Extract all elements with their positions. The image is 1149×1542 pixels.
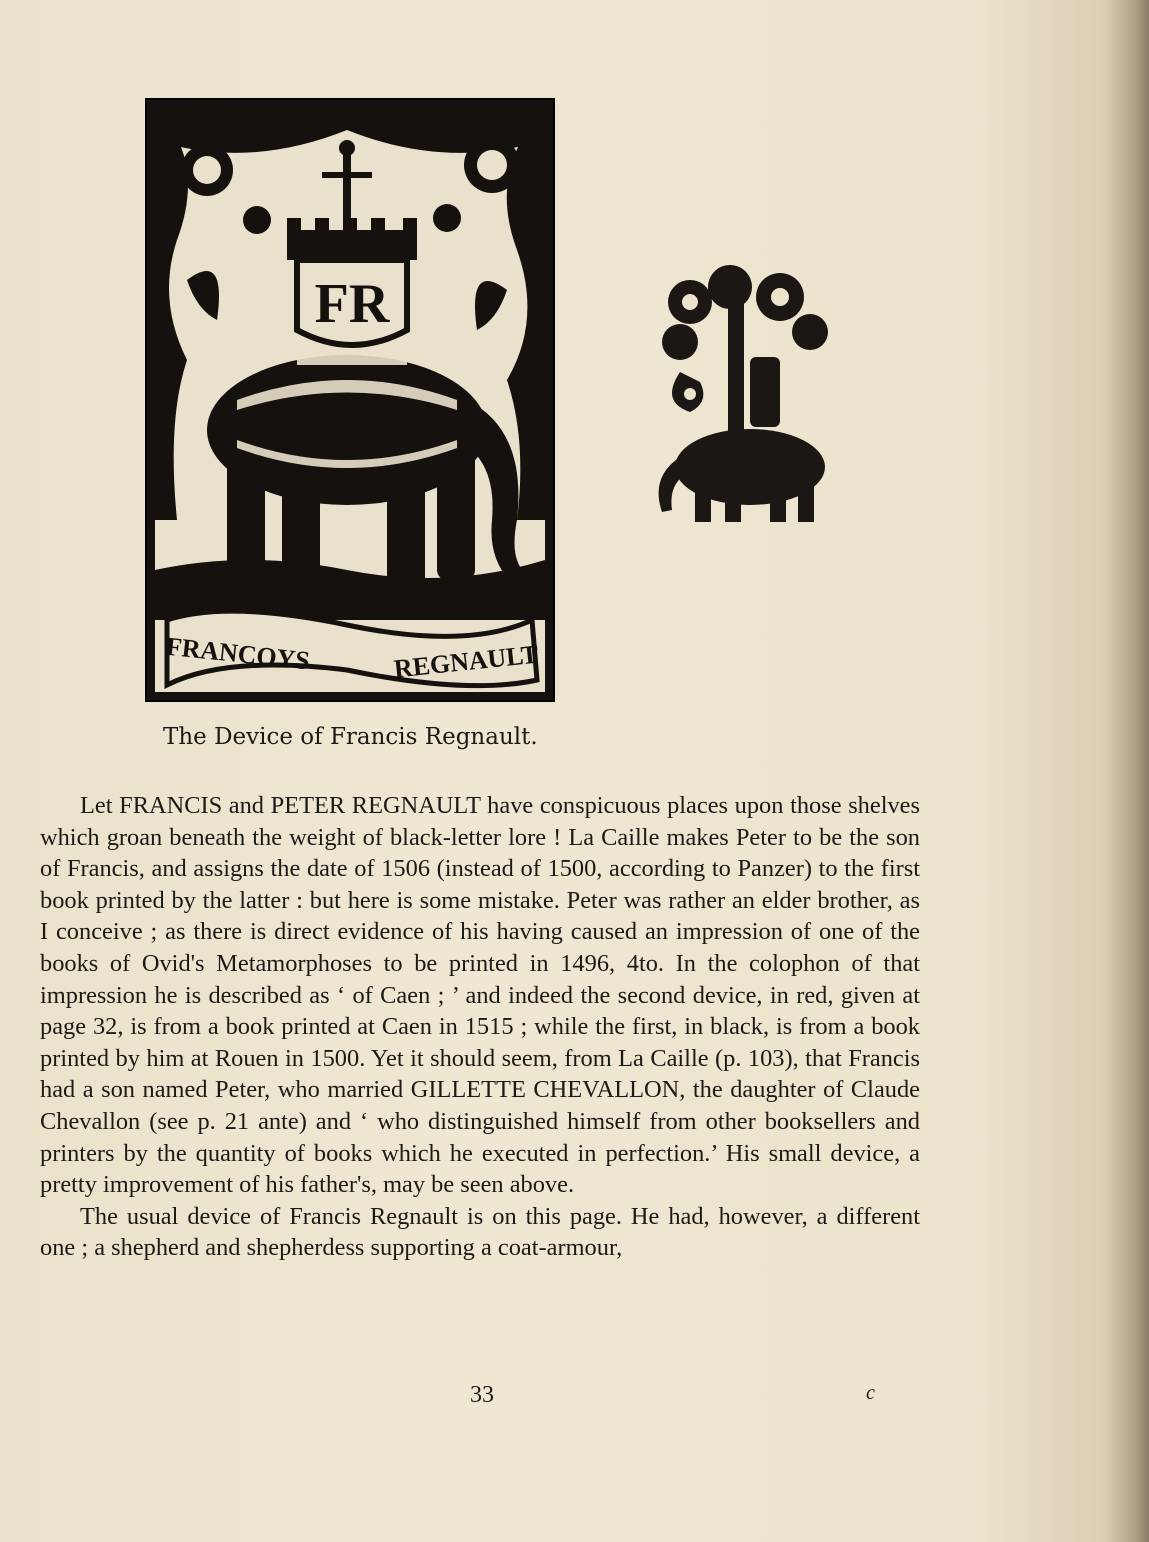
paragraph: The usual device of Francis Regnault is on this page. He had, however, a different one ; a shepherd and shepherdess supporting a coat-armour, <box>40 1202 920 1262</box>
paragraph: Let FRANCIS and PETER REGNAULT have conspicuous places upon those shelves which groan beneath the weight of black-letter lore ! La Caille makes Peter to be the son of Francis, and assigns the date of 1506 (instead of 1500, according to Panzer) to the first book printed by the latter : but here is some mistake. Peter was rather an elder brother, as I conceive ; as there is direct evidence of his having caused an impression of one of the books of Ovid's Metamorphoses to be printed in 1496, 4to. In the colophon of that impression he is described as ‘ of Caen ; ’ and indeed the second device, in red, given at page 32, is from a book printed at Caen in 1515 ; while the first, in black, is from a book printed by him at Rouen in 1500. Yet it should seem, from La Caille (p. 103), that Francis had a son named Peter, who married GILLETTE CHEVALLON, the daughter of Claude Chevallon (see p. 21 ante) and ‘ who distinguished himself from other booksellers and printers by the quantity of books which he executed in perfection.’ His small device, a pretty improvement of his father's, may be seen above. <box>40 792 920 1199</box>
spine-shadow <box>1109 0 1149 1542</box>
body-text <box>40 790 920 1264</box>
small-elephant-device <box>640 262 840 532</box>
figure-caption: The Device of Francis Regnault. <box>163 724 538 750</box>
elephant-device-illustration <box>147 100 553 700</box>
device-monogram: FR <box>314 273 390 335</box>
printer-device-woodcut <box>145 98 555 702</box>
small-device-illustration <box>640 262 840 532</box>
page-number: 33 <box>470 1382 494 1408</box>
device-banner-left: FRANCOYS <box>164 631 312 676</box>
signature-mark: c <box>866 1382 875 1404</box>
device-banner-right: REGNAULT <box>392 639 540 684</box>
